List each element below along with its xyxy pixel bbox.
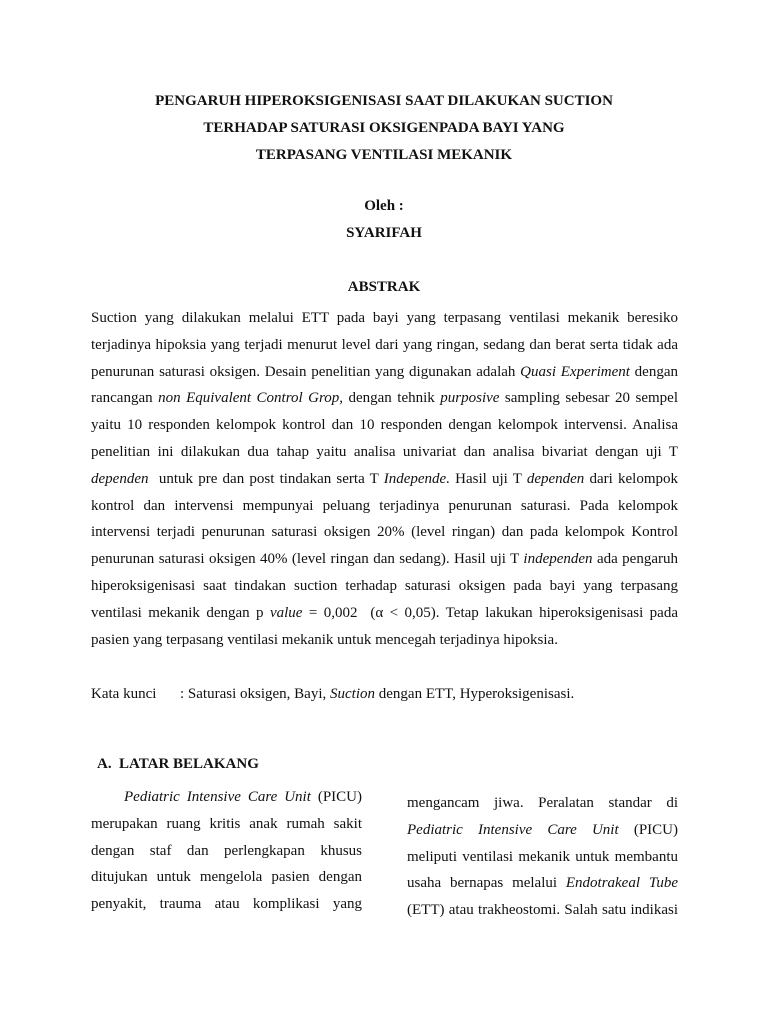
text-segment: : Saturasi oksigen, Bayi, <box>180 686 330 702</box>
author-name: SYARIFAH <box>346 225 422 241</box>
text-line <box>91 519 678 546</box>
abstract-heading: ABSTRAK <box>347 279 421 295</box>
italic-term: Independe. <box>383 470 450 487</box>
text-line <box>91 891 362 918</box>
text-segment: ditujukan untuk mengelola pasien dengan <box>91 869 362 886</box>
text-segment: penyakit, trauma atau komplikasi yang <box>91 896 362 913</box>
text-line <box>407 844 678 871</box>
text-line <box>407 870 678 897</box>
text-segment: penurunan saturasi oksigen. Desain penelitian yang digunakan adalah <box>91 363 521 380</box>
keywords-line <box>91 684 574 704</box>
text-segment: intervensi terjadi penurunan saturasi oksigen 20% (level ringan) dan pada kelompok Kontrol <box>91 524 678 541</box>
section-title: LATAR BELAKANG <box>119 756 259 772</box>
text-line <box>407 817 678 844</box>
text-line <box>91 359 678 386</box>
paper-title-line-1: PENGARUH HIPEROKSIGENISASI SAAT DILAKUKAN SUCTION <box>155 93 613 109</box>
italic-term: dependen <box>526 470 585 487</box>
italic-term: Pediatric Intensive Care Unit <box>407 821 619 838</box>
text-segment: merupakan ruang kritis anak rumah sakit <box>91 815 362 832</box>
text-segment: dengan <box>629 363 678 380</box>
text-line <box>91 784 362 811</box>
text-line <box>91 412 678 439</box>
text-segment: , dengan tehnik <box>339 390 441 407</box>
text-segment: pasien yang terpasang ventilasi mekanik untuk mencegah terjadinya hipoksia. <box>91 631 558 648</box>
paper-title-line-3: TERPASANG VENTILASI MEKANIK <box>255 147 513 163</box>
text-segment: (PICU) <box>310 789 362 805</box>
text-segment: kontrol dan intervensi mempunyai peluang terjadinya penurunan saturasi. Pada kelompok <box>91 497 678 514</box>
text-line <box>91 439 678 466</box>
text-segment: yaitu 10 responden kelompok kontrol dan 10 responden dengan kelompok intervensi. Analisa <box>91 417 678 434</box>
italic-term: independen <box>523 551 593 568</box>
text-segment: dengan staf dan perlengkapan khusus <box>91 842 362 859</box>
text-segment: ventilasi mekanik dengan p <box>91 604 270 621</box>
text-segment: mengancam jiwa. Peralatan standar di <box>407 795 678 811</box>
italic-term: non Equivalent Control Grop <box>158 390 340 407</box>
text-segment: penelitian ini dilakukan dua tahap yaitu analisa univariat dan analisa bivariat dengan uji T <box>91 443 678 460</box>
text-segment: penurunan saturasi oksigen 40% (level ringan dan sedang). Hasil uji T <box>91 551 524 568</box>
text-segment: dari kelompok <box>584 470 678 487</box>
italic-term: value <box>269 604 303 621</box>
text-line <box>407 790 678 817</box>
text-line <box>91 493 678 520</box>
italic-term: Pediatric Intensive Care Unit <box>124 789 311 805</box>
keywords-label: Kata kunci <box>91 686 157 702</box>
text-segment: usaha bernapas melalui <box>407 875 566 892</box>
text-segment: (ETT) atau trakheostomi. Salah satu indikasi <box>407 902 678 919</box>
italic-term: Suction <box>330 686 375 702</box>
abstract-body <box>91 305 678 653</box>
text-segment: (PICU) <box>618 821 678 838</box>
text-segment: terjadinya hipoksia yang terjadi menurut level dari yang ringan, sedang dan berat serta tidak ada <box>91 336 678 353</box>
text-segment: Suction yang dilakukan melalui ETT pada bayi yang terpasang ventilasi mekanik beresiko <box>91 310 678 326</box>
text-segment: dengan ETT, Hyperoksigenisasi. <box>375 686 575 702</box>
text-line <box>91 332 678 359</box>
italic-term: Endotrakeal Tube <box>565 875 678 892</box>
text-segment: ada pengaruh <box>592 551 678 568</box>
text-line <box>91 546 678 573</box>
text-line <box>91 811 362 838</box>
text-line <box>91 864 362 891</box>
text-segment: sampling sebesar 20 sempel <box>499 390 678 407</box>
text-segment: Hasil uji T <box>449 470 527 487</box>
text-line <box>91 305 678 332</box>
keywords-values <box>180 686 574 702</box>
text-line <box>91 385 678 412</box>
text-line <box>91 838 362 865</box>
section-heading <box>97 756 259 773</box>
paper-title-line-2: TERHADAP SATURASI OKSIGENPADA BAYI YANG <box>203 120 565 136</box>
text-line <box>91 466 678 493</box>
text-segment: rancangan <box>91 390 159 407</box>
text-line <box>91 627 678 654</box>
right-column-text <box>407 790 678 924</box>
text-line <box>91 573 678 600</box>
text-segment: meliputi ventilasi mekanik untuk membantu <box>407 848 678 865</box>
left-column-text <box>91 784 362 918</box>
section-number: A. <box>97 756 112 772</box>
italic-term: dependen <box>91 470 149 487</box>
byline-label: Oleh : <box>364 198 404 214</box>
italic-term: Quasi Experiment <box>520 363 630 380</box>
text-segment: hiperoksigenisasi saat tindakan suction terhadap saturasi oksigen pada bayi yang terpasang <box>91 577 678 594</box>
italic-term: purposive <box>440 390 500 407</box>
text-segment: untuk pre dan post tindakan serta T <box>148 470 384 487</box>
text-line <box>91 600 678 627</box>
text-line <box>407 897 678 924</box>
text-segment: = 0,002 (α < 0,05). Tetap lakukan hiperoksigenisasi pada <box>302 604 678 621</box>
